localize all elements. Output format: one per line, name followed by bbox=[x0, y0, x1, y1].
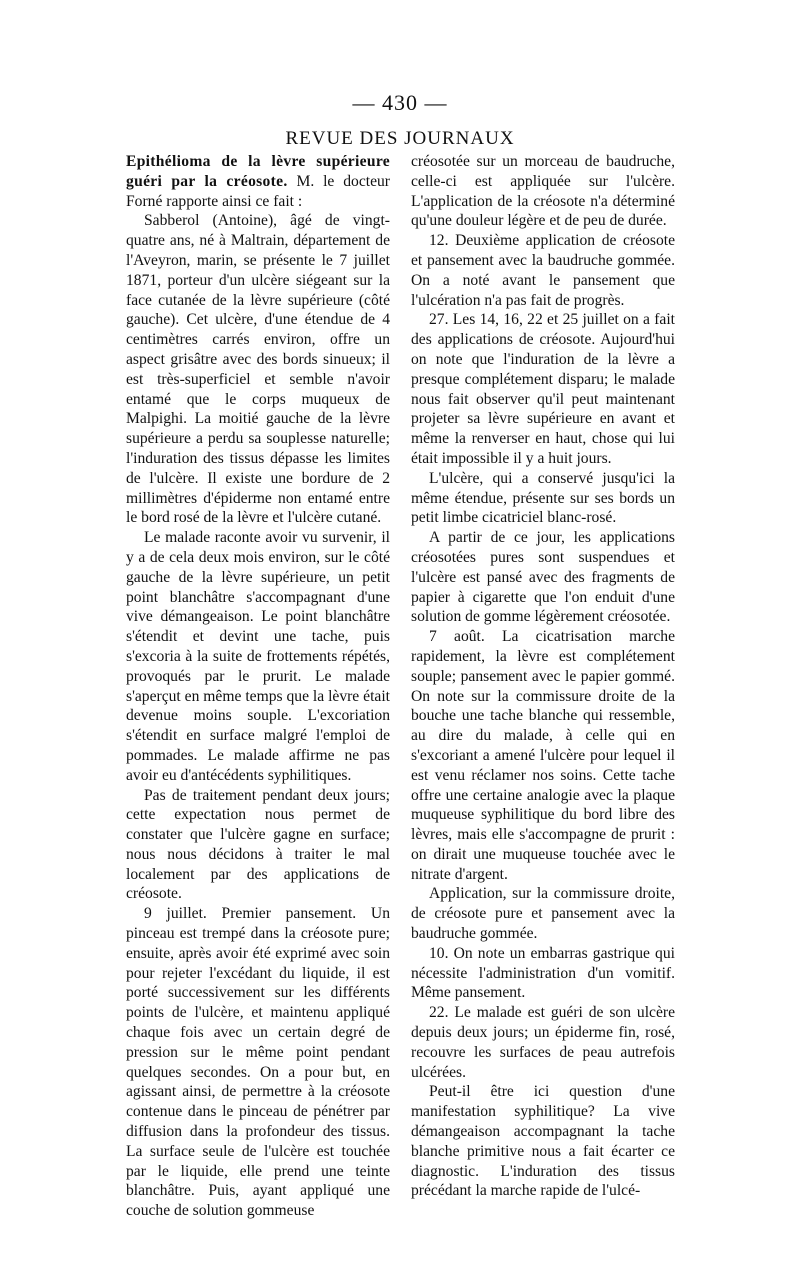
right-column bbox=[411, 152, 675, 1201]
paragraph: L'ulcère, qui a conservé jusqu'ici la même étendue, présente sur ses bords un petit limbe cicatriciel blanc-rosé. bbox=[411, 469, 675, 527]
paragraph: 9 juillet. Premier pansement. Un pinceau est trempé dans la créosote pure; ensuite, après avoir été exprimé avec soin pour rejeter l'excédant du liquide, il est porté successivement sur les différents points de l'ulcère, et maintenu appliqué chaque fois avec un certain degré de pression sur le même point pendant quelques secondes. On a pour but, en agissant ainsi, de permettre à la créosote contenue dans le pinceau de pénétrer par diffusion dans la profondeur des tissus. La surface seule de l'ulcère est touchée par le liquide, elle prend une teinte blanchâtre. Puis, ayant appliqué une couche de solution gommeuse bbox=[126, 905, 390, 1220]
article-opening-paragraph bbox=[126, 152, 390, 211]
article-title: Epithélioma de la lèvre supérieure guéri par la créosote. bbox=[126, 153, 390, 190]
paragraph: 27. Les 14, 16, 22 et 25 juillet on a fait des applications de créosote. Aujourd'hui on note que l'induration de la lèvre a presque complétement disparu; le malade nous fait observer qu'il peut maintenant projeter sa lèvre supérieure en avant et même la renverser en haut, chose qui lui était impossible il y a huit jours. bbox=[411, 311, 675, 467]
running-title: REVUE DES JOURNAUX bbox=[285, 128, 515, 149]
paragraph: 12. Deuxième application de créosote et pansement avec la baudruche gommée. On a noté avant le pansement que l'ulcération n'a pas fait de progrès. bbox=[411, 232, 675, 309]
paragraph: Peut-il être ici question d'une manifestation syphilitique? La vive démangeaison accompagnant la tache blanche primitive nous a fait écarter ce diagnostic. L'induration des tissus précédant la marche rapide de l'ulcé- bbox=[411, 1083, 675, 1200]
left-column bbox=[126, 152, 390, 1221]
paragraph: Application, sur la commissure droite, de créosote pure et pansement avec la baudruche gommée. bbox=[411, 885, 675, 943]
paragraph: Le malade raconte avoir vu survenir, il y a de cela deux mois environ, sur le côté gauche de la lèvre supérieure, un petit point blanchâtre s'accompagnant d'une vive démangeaison. Le point blanchâtre s'étendit et devint une tache, puis s'excoria à la suite de frottements répétés, provoqués par le prurit. Le malade s'aperçut en même temps que la lèvre était devenue moins souple. L'excoriation s'étendit en surface malgré l'emploi de pommades. Le malade affirme ne pas avoir eu d'antécédents syphilitiques. bbox=[126, 529, 390, 784]
paragraph: 22. Le malade est guéri de son ulcère depuis deux jours; un épiderme fin, rosé, recouvre les surfaces de peau autrefois ulcérées. bbox=[411, 1004, 675, 1081]
paragraph: Pas de traitement pendant deux jours; cette expectation nous permet de constater que l'ulcère gagne en surface; nous nous décidons à traiter le mal localement par des applications de créosote. bbox=[126, 786, 390, 903]
paragraph: 10. On note un embarras gastrique qui nécessite l'administration d'un vomitif. Même pansement. bbox=[411, 944, 675, 1002]
paragraph: créosotée sur un morceau de baudruche, celle-ci est appliquée sur l'ulcère. L'application de la créosote n'a déterminé qu'une douleur légère et de peu de durée. bbox=[411, 153, 675, 230]
article-intro: M. le docteur Forné rapporte ainsi ce fait : bbox=[126, 172, 390, 210]
page-number: — 430 — bbox=[352, 90, 448, 115]
paragraph: A partir de ce jour, les applications créosotées pures sont suspendues et l'ulcère est pansé avec des fragments de papier à cigarette que l'on enduit d'une solution de gomme légèrement créosotée. bbox=[411, 529, 675, 626]
paragraph: Sabberol (Antoine), âgé de vingt-quatre ans, né à Maltrain, département de l'Aveyron, marin, se présente le 7 juillet 1871, porteur d'un ulcère siégeant sur la face cutanée de la lèvre supérieure (côté gauche). Cet ulcère, d'une étendue de 4 centimètres carrés environ, offre un aspect grisâtre avec des bords sinueux; il est très-superficiel et semble n'avoir entamé que le corps muqueux de Malpighi. La moitié gauche de la lèvre supérieure a perdu sa souplesse naturelle; l'induration des tissus dépasse les limites de l'ulcère. Il existe une bordure de 2 millimètres d'épiderme non entamé entre le bord rosé de la lèvre et l'ulcère cutané. bbox=[126, 212, 390, 527]
paragraph: 7 août. La cicatrisation marche rapidement, la lèvre est complétement souple; pansement avec le papier gommé. On note sur la commissure droite de la bouche une tache blanche qui ressemble, au dire du malade, à celle qui en s'excoriant a amené l'ulcère pour lequel il est venu réclamer nos soins. Cette tache offre une certaine analogie avec la plaque muqueuse syphilitique du bord libre des lèvres, mais elle s'accompagne de prurit : on dirait une muqueuse touchée avec le nitrate d'argent. bbox=[411, 628, 675, 883]
